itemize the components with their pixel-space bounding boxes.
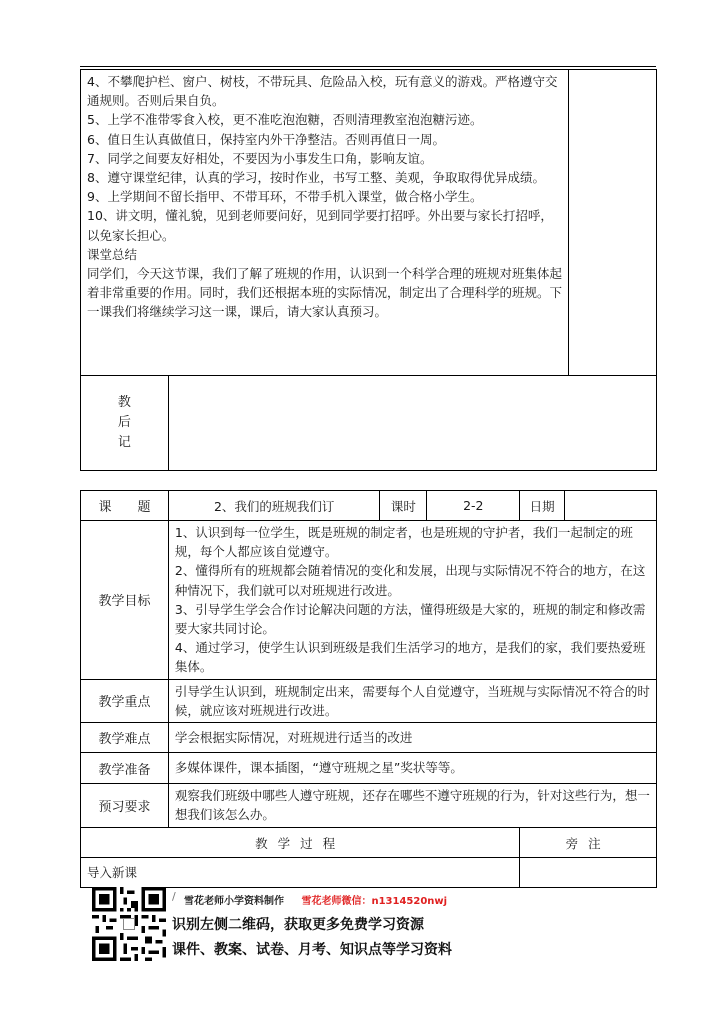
footer-promo — [92, 884, 512, 966]
date-value — [565, 491, 657, 521]
reflection-char: 记 — [117, 435, 131, 450]
footer-line2: 识别左侧二维码，获取更多免费学习资源 — [172, 917, 424, 933]
footer-maker: 雪花老师小学资料制作 — [184, 896, 284, 907]
process-header: 教学过程 — [81, 828, 520, 858]
rule-item: 4、不攀爬护栏、窗户、树枝，不带玩具、危险品入校，玩有意义的游戏。严格遵守交通规则。否则后果自负。 — [87, 74, 558, 109]
footer-line3: 课件、教案、试卷、月考、知识点等学习资料 — [172, 942, 452, 958]
goals-content — [168, 521, 656, 680]
goal-item: 3、引导学生学会合作讨论解决问题的方法，懂得班级是大家的，班规的制定和修改需要大家共同讨论。 — [174, 601, 646, 637]
notes-header: 旁注 — [520, 828, 657, 858]
goal-item: 4、通过学习，使学生认识到班级是我们生活学习的地方，是我们的家，我们要热爱班集体。 — [174, 640, 646, 675]
intro-notes — [520, 858, 657, 888]
rule-item: 7、同学之间要友好相处，不要因为小事发生口角，影响友谊。 — [87, 150, 433, 166]
lesson1-table — [80, 69, 657, 376]
lesson2-table — [80, 490, 657, 888]
rule-item: 8、遵守课堂纪律，认真的学习，按时作业，书写工整、美观，争取取得优异成绩。 — [87, 170, 545, 186]
intro-label: 导入新课 — [81, 858, 520, 888]
summary-title: 课堂总结 — [87, 246, 138, 262]
goal-item: 1、认识到每一位学生，既是班规的制定者，也是班规的守护者，我们一起制定的班规，每个人都应该自觉遵守。 — [174, 525, 633, 560]
difficulty-content: 学会根据实际情况，对班规进行适当的改进 — [168, 723, 656, 753]
reflection-char: 后 — [117, 415, 131, 430]
rule-item: 6、值日生认真做值日，保持室内外干净整洁。否则再值日一周。 — [87, 131, 445, 147]
difficulty-label: 教学难点 — [81, 723, 169, 753]
goal-item: 2、懂得所有的班规都会随着情况的变化和发展，出现与实际情况不符合的地方，在这种情况下，我们就可以对班规进行改进。 — [174, 563, 646, 598]
lesson1-notes-cell — [569, 70, 657, 376]
rule-item: 9、上学期间不留长指甲、不带耳环，不带手机入课堂，做合格小学生。 — [87, 189, 483, 205]
goals-label: 教学目标 — [81, 521, 169, 680]
topic-value: 2、我们的班规我们订 — [168, 491, 380, 521]
rule-item: 10、讲文明，懂礼貌，见到老师要问好，见到同学要打招呼。外出要与家长打招呼，以免家长担心。 — [87, 208, 553, 243]
lesson1-content-cell — [81, 70, 569, 376]
reflection-content — [168, 376, 656, 471]
reflection-char: 教 — [117, 395, 131, 410]
top-rule — [80, 66, 656, 67]
period-value: 2-2 — [427, 491, 520, 521]
reflection-label — [81, 376, 169, 471]
summary-text: 同学们，今天这节课，我们了解了班规的作用，认识到一个科学合理的班规对班集体起着非常重要的作用。同时，我们还根据本班的实际情况，制定出了合理科学的班规。下一课我们将继续学习这一课，课后，请大家认真预习。 — [87, 266, 563, 320]
preview-content: 观察我们班级中哪些人遵守班规，还存在哪些不遵守班规的行为，针对这些行为，想一想我们该怎么办。 — [168, 784, 656, 828]
key-content: 引导学生认识到，班规制定出来，需要每个人自觉遵守，当班规与实际情况不符合的时候，就应该对班规进行改进。 — [168, 679, 656, 722]
period-label: 课时 — [380, 491, 427, 521]
date-label: 日期 — [520, 491, 565, 521]
key-label: 教学重点 — [81, 679, 169, 722]
footer-line1 — [184, 892, 447, 907]
footer-slash: / — [172, 890, 176, 903]
reflection-table — [80, 375, 657, 471]
prep-label: 教学准备 — [81, 753, 169, 784]
rule-item: 5、上学不准带零食入校，更不准吃泡泡糖，否则清理教室泡泡糖污迹。 — [87, 112, 483, 128]
preview-label: 预习要求 — [81, 784, 169, 828]
prep-content: 多媒体课件，课本插图，“遵守班规之星”奖状等等。 — [168, 753, 656, 784]
qr-code-icon — [92, 886, 166, 962]
topic-label: 课 题 — [81, 491, 169, 521]
footer-wechat: 雪花老师微信：n1314520nwj — [301, 896, 448, 907]
